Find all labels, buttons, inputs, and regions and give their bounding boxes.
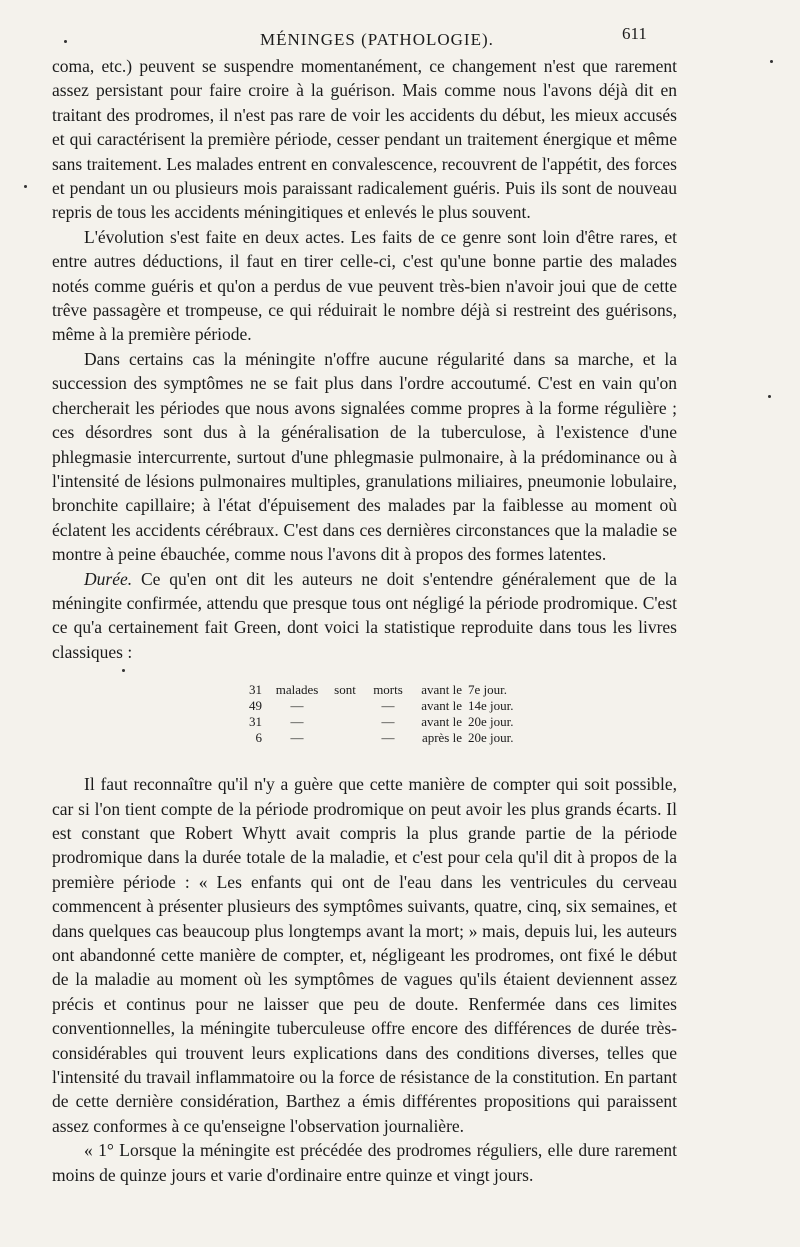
print-speck xyxy=(768,395,771,398)
subject-cell: malades xyxy=(275,682,319,698)
paragraph: coma, etc.) peuvent se suspendre momentanément, ce changement n'est que rarement assez persistant pour faire croire à la guérison. Mais comme nous l'avons déjà dit en traitant des prodromes, il n'est pas rare de voir les accidents du début, les mieux accusés et qui caractérisent la première période, cesser pendant un traitement énergique et même sans traitement. Les malades entrent en convalescence, recouvrent de l'appétit, des forces et pendant un ou plusieurs mois paraissant radicalement guéris. Puis ils sont de nouveau repris de tous les accidents méningitiques et enlevés le plus souvent. xyxy=(52,56,677,223)
print-speck xyxy=(770,60,773,63)
print-speck xyxy=(122,669,125,672)
table-row xyxy=(228,714,677,730)
day-cell: 14e jour. xyxy=(468,698,514,714)
duree-heading: Durée. xyxy=(84,568,133,589)
print-speck xyxy=(24,185,27,188)
subject-cell: — xyxy=(290,730,304,746)
paragraph: L'évolution s'est faite en deux actes. Les faits de ce genre sont loin d'être rares, et entre autres déductions, il faut en tirer celle-ci, c'est qu'une bonne partie des malades notés comme guéris et qu'on a perdus de vue peuvent très-bien n'avoir joui que de cette trêve passagère et trompeuse, ce qui réduirait le nombre déjà si restreint des guérisons, même à la première période. xyxy=(52,226,677,345)
subject-cell: — xyxy=(290,698,304,714)
verb-cell xyxy=(326,698,364,714)
table-row xyxy=(228,682,677,698)
page-number: 611 xyxy=(622,24,647,43)
outcome-cell: — xyxy=(381,730,395,746)
table-row xyxy=(228,698,677,714)
paragraph: Dans certains cas la méningite n'offre aucune régularité dans sa marche, et la succession des symptômes ne se fait plus dans l'ordre accoutumé. C'est en vain qu'on chercherait les périodes que nous avons signalées comme propres à la forme régulière ; ces désordres sont dus à la généralisation de la tuberculose, à l'existence d'une phlegmasie intercurrente, surtout d'une phlegmasie pulmonaire, à la prédominance ou à l'intensité de lésions pulmonaires multiples, granulations miliaires, pneumonie lobulaire, bronchite capillaire; à l'état d'épuisement des malades par la faiblesse au moment où éclatent les accidents cérébraux. C'est dans ces dernières circonstances que la maladie se montre à peine ébauchée, comme nous l'avons dit à propos des formes latentes. xyxy=(52,348,677,565)
print-speck xyxy=(64,40,67,43)
verb-cell: sont xyxy=(334,682,356,698)
when-cell: avant le xyxy=(421,682,462,698)
verb-cell xyxy=(326,714,364,730)
outcome-cell: morts xyxy=(373,682,403,698)
paragraph: Il faut reconnaître qu'il n'y a guère que cette manière de compter qui soit possible, car si l'on tient compte de la période prodromique on peut avoir les plus grands écarts. Il est constant que Robert Whytt avait compris la plus grande partie de la période prodromique dans la durée totale de la maladie, et c'est pour cela qu'il dit à propos de la première période : « Les enfants qui ont de l'eau dans les ventricules du cerveau commencent à présenter plusieurs des symptômes suivants, quatre, cinq, six semaines, et dans quelques cas beaucoup plus longtemps avant la mort; » mais, depuis lui, les auteurs ont abandonné cette manière de compter, et, négligeant les prodromes, ont fixé le début de la maladie au moment où les symptômes de vagues qu'ils étaient deviennent assez précis et continus pour ne laisser que peu de doute. Renfermée dans ces limites conventionnelles, la méningite tuberculeuse offre encore des différences de durée très-considérables qui trouvent leurs explications dans des conditions diverses, telles que l'intensité du travail inflammatoire ou la force de résistance de la constitution. En partant de cette dernière considération, Barthez a émis différentes propositions qui paraissent assez conformes à ce qu'enseigne l'observation journalière. xyxy=(52,774,677,1136)
count-cell: 6 xyxy=(255,730,262,746)
day-cell: 7e jour. xyxy=(468,682,507,698)
outcome-cell: — xyxy=(381,714,395,730)
running-head: MÉNINGES (PATHOLOGIE). xyxy=(260,30,494,49)
when-cell: après le xyxy=(421,730,462,746)
green-statistics-table xyxy=(228,682,677,746)
when-cell: avant le xyxy=(421,714,462,730)
paragraph: « 1° Lorsque la méningite est précédée des prodromes réguliers, elle dure rarement moins de quinze jours et varie d'ordinaire entre quinze et vingt jours. xyxy=(52,1140,677,1185)
paragraph-duree xyxy=(52,567,677,665)
count-cell: 49 xyxy=(249,698,262,714)
body-text xyxy=(52,54,677,1187)
verb-cell xyxy=(326,730,364,746)
count-cell: 31 xyxy=(249,714,262,730)
day-cell: 20e jour. xyxy=(468,714,514,730)
when-cell: avant le xyxy=(421,698,462,714)
subject-cell: — xyxy=(290,714,304,730)
page-header xyxy=(60,22,660,52)
duree-text: Ce qu'en ont dit les auteurs ne doit s'entendre généralement que de la méningite confirmée, attendu que presque tous ont négligé la période prodromique. C'est ce qu'a certainement fait Green, dont voici la statistique reproduite dans tous les livres classiques : xyxy=(52,568,677,662)
day-cell: 20e jour. xyxy=(468,730,514,746)
outcome-cell: — xyxy=(381,698,395,714)
count-cell: 31 xyxy=(249,682,262,698)
table-row xyxy=(228,730,677,746)
